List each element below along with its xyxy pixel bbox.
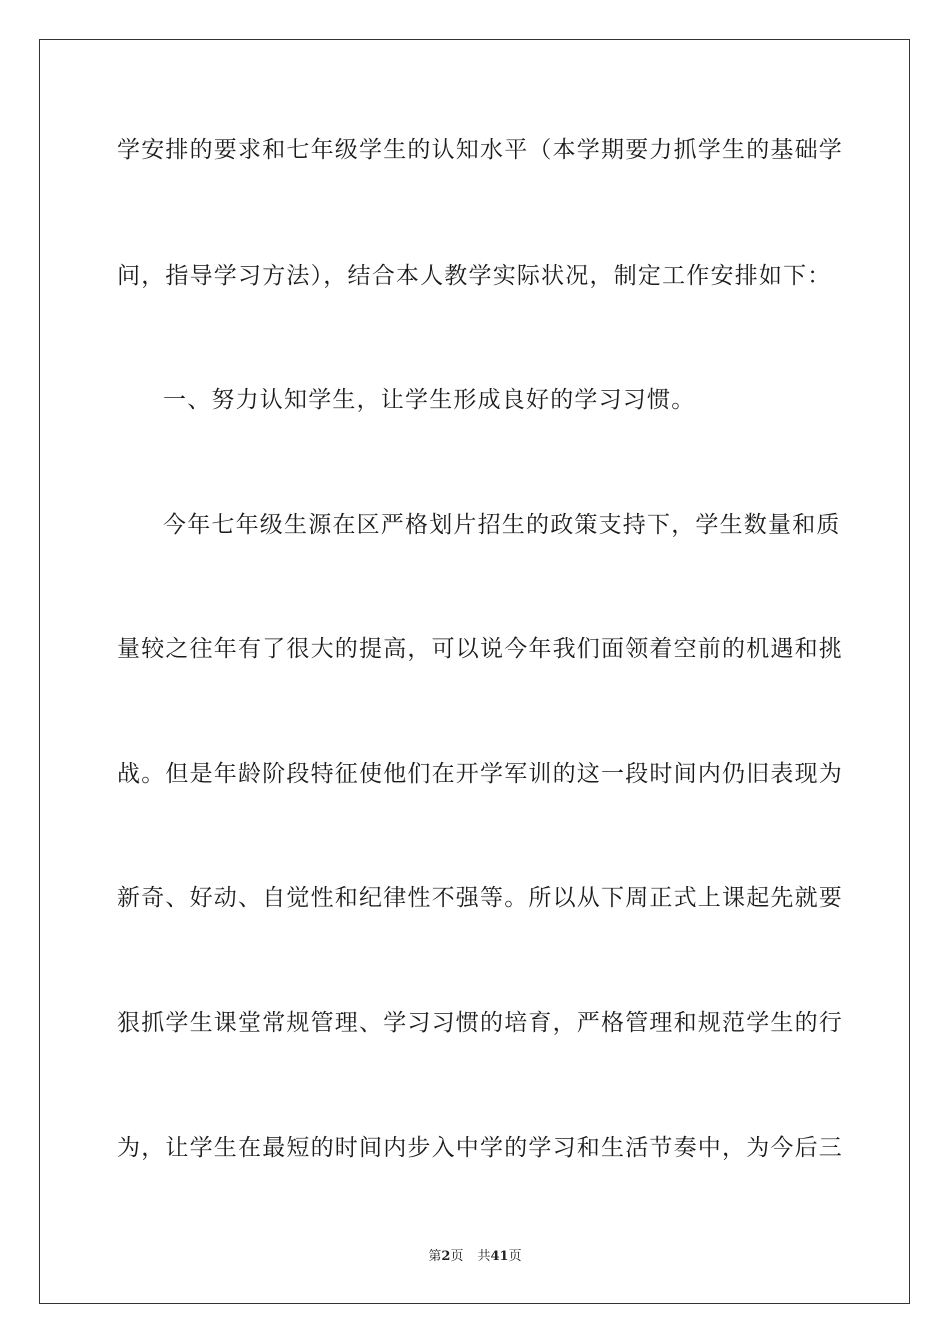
body-text-line-7: 狠抓学生课堂常规管理、学习习惯的培育，严格管理和规范学生的行	[117, 1010, 843, 1036]
body-text-line-4: 量较之往年有了很大的提高，可以说今年我们面领着空前的机遇和挑	[117, 636, 843, 662]
total-prefix: 共	[477, 1249, 491, 1264]
body-text-line-3: 今年七年级生源在区严格划片招生的政策支持下，学生数量和质	[163, 512, 841, 538]
page-border	[39, 39, 910, 1304]
total-suffix: 页	[508, 1249, 522, 1264]
total-page-count: 41	[490, 1249, 509, 1264]
body-text-line-2: 问，指导学习方法），结合本人教学实际状况，制定工作安排如下：	[117, 263, 832, 289]
page-suffix: 页	[450, 1249, 464, 1264]
current-page-number: 2	[441, 1249, 451, 1264]
section-heading-1: 一、努力认知学生，让学生形成良好的学习习惯。	[163, 387, 696, 413]
body-text-line-1: 学安排的要求和七年级学生的认知水平（本学期要力抓学生的基础学	[117, 137, 843, 163]
page-footer	[0, 1248, 950, 1266]
page-prefix: 第	[428, 1249, 442, 1264]
body-text-line-5: 战。但是年龄阶段特征使他们在开学军训的这一段时间内仍旧表现为	[117, 761, 843, 787]
body-text-line-8: 为，让学生在最短的时间内步入中学的学习和生活节奏中，为今后三	[117, 1135, 843, 1161]
body-text-line-6: 新奇、好动、自觉性和纪律性不强等。所以从下周正式上课起先就要	[117, 885, 843, 911]
